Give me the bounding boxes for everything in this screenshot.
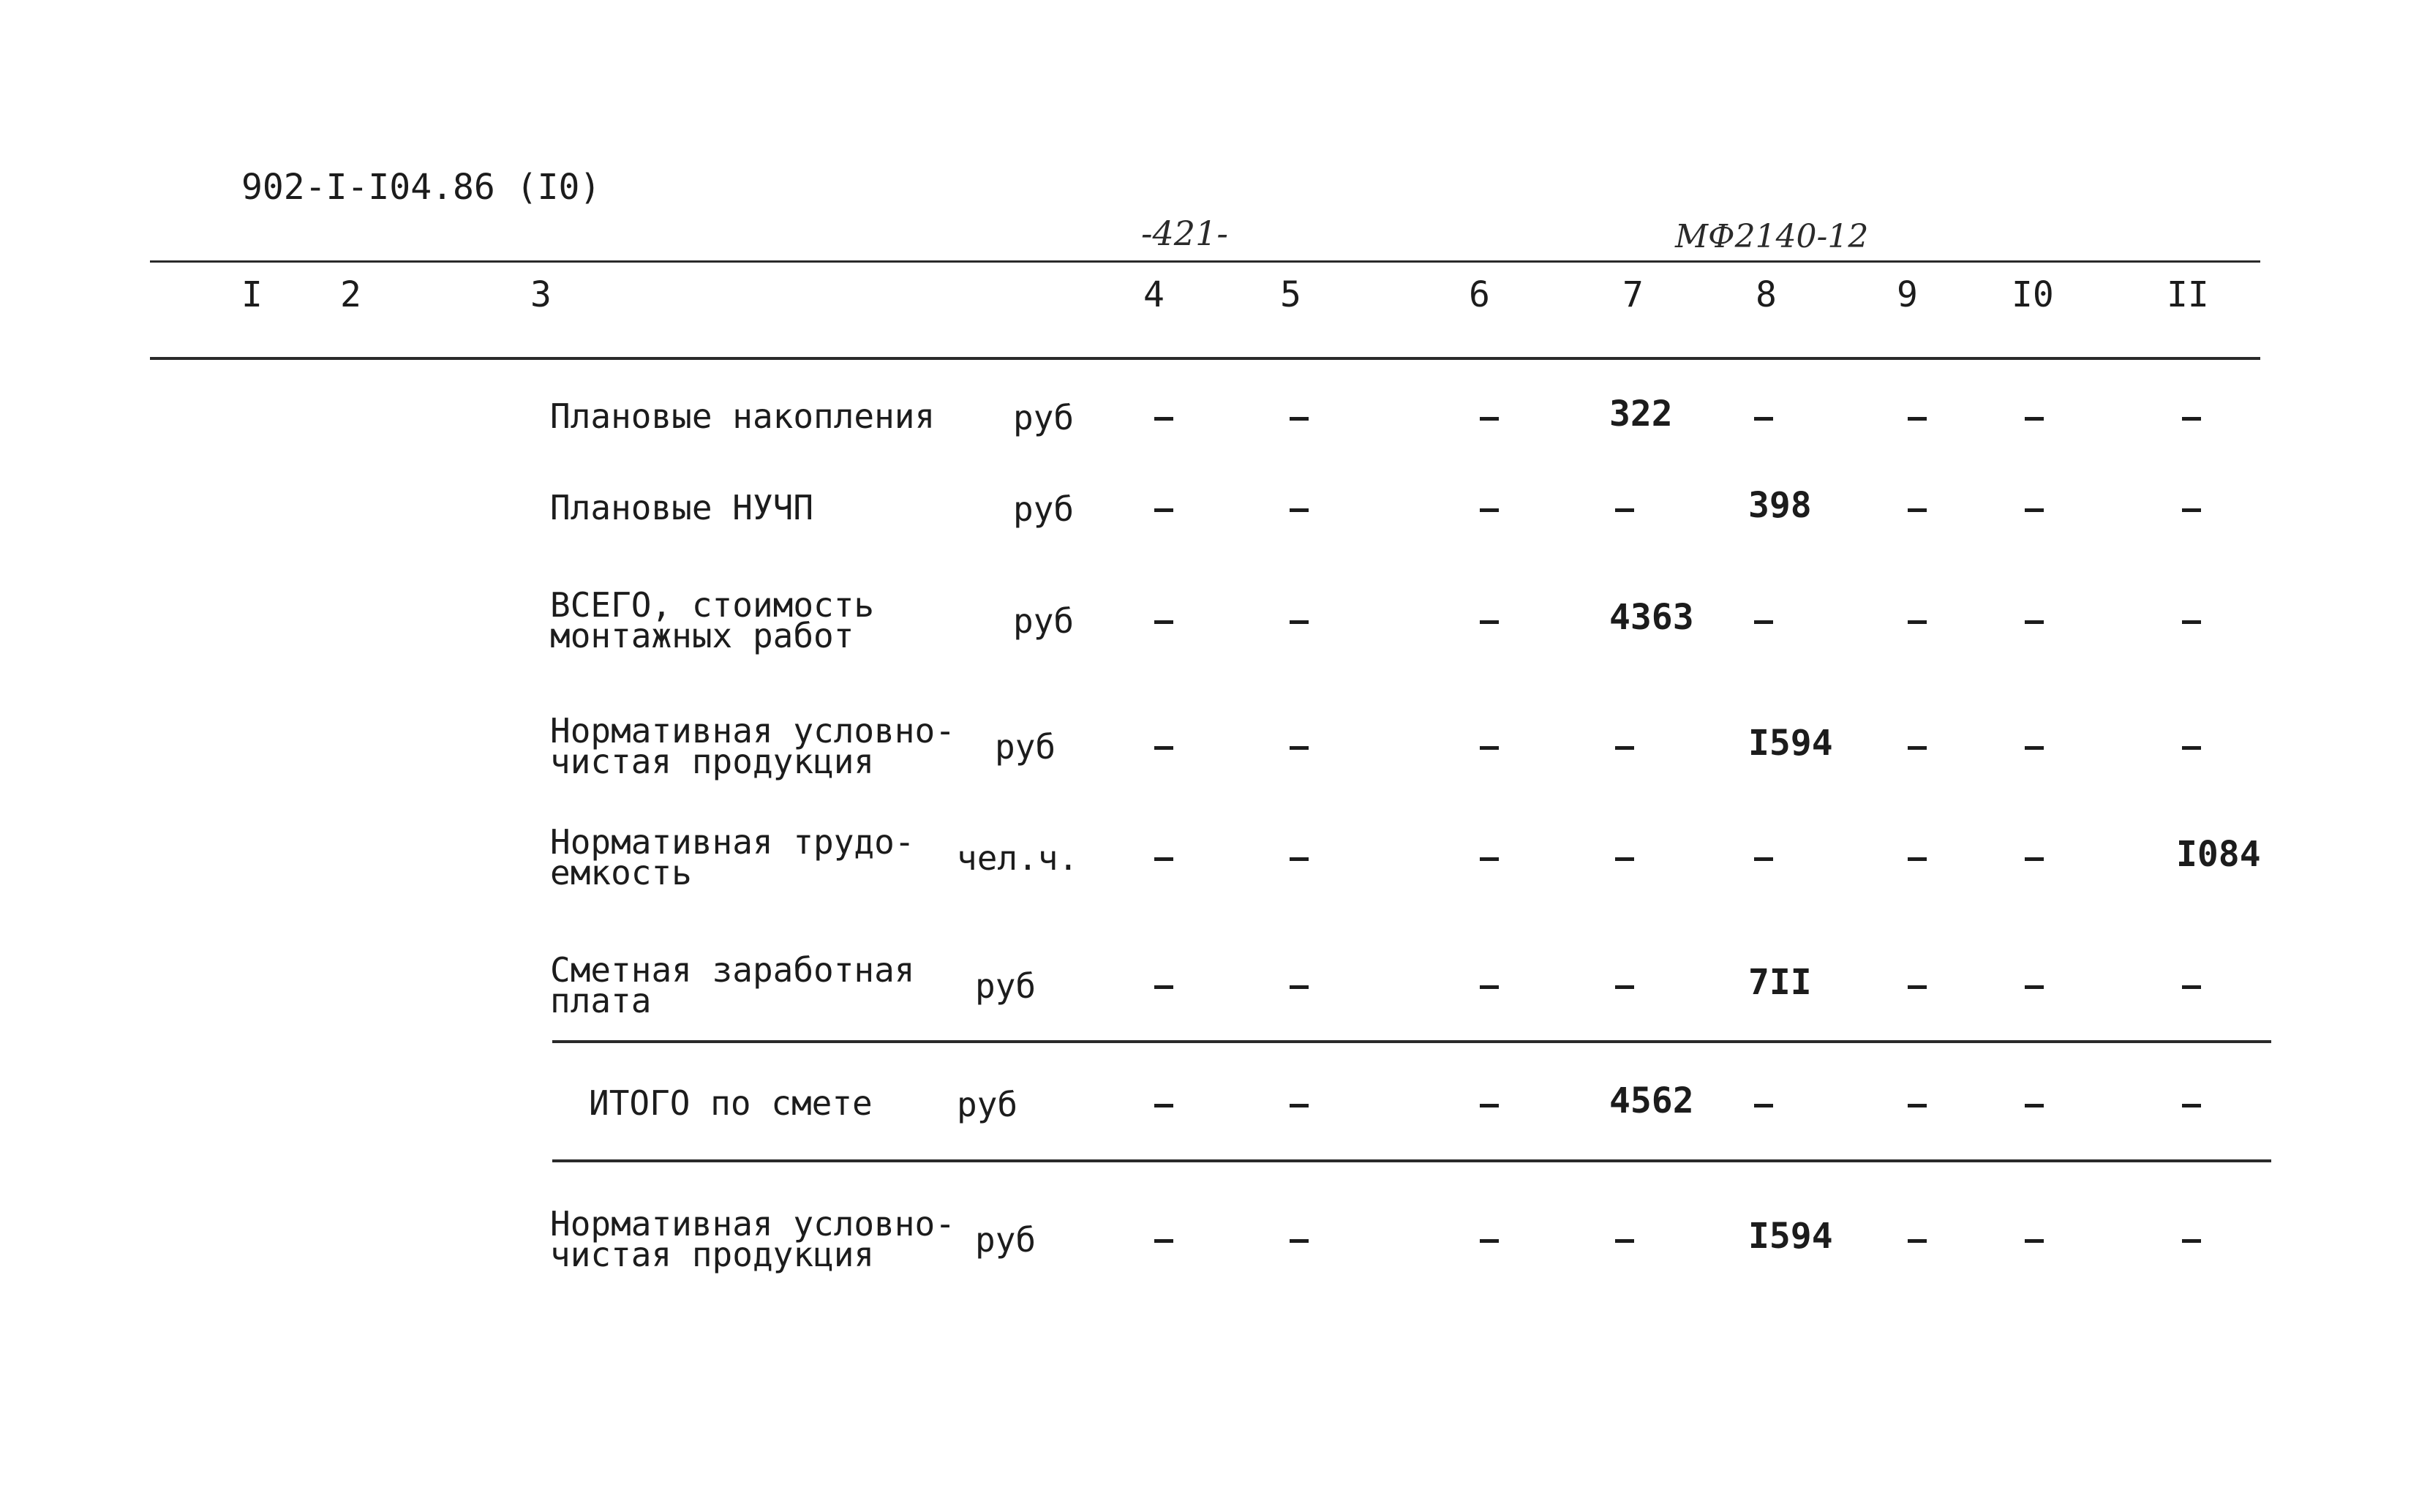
empty-cell-dash bbox=[1754, 1104, 1773, 1107]
empty-cell-dash bbox=[1908, 746, 1927, 750]
empty-cell-dash bbox=[1290, 857, 1309, 861]
cell-value: 398 bbox=[1748, 485, 1812, 526]
empty-cell-dash bbox=[1615, 746, 1634, 750]
column-header-8: 8 bbox=[1756, 274, 1777, 315]
empty-cell-dash bbox=[1615, 857, 1634, 861]
empty-cell-dash bbox=[1754, 857, 1773, 861]
empty-cell-dash bbox=[1908, 620, 1927, 624]
empty-cell-dash bbox=[1290, 417, 1309, 421]
document-code: 902-I-I04.86 (I0) bbox=[241, 167, 601, 208]
row-label: ИТОГО по смете bbox=[589, 1083, 873, 1123]
row-unit: руб bbox=[975, 966, 1037, 1006]
empty-cell-dash bbox=[1908, 857, 1927, 861]
header-bottom-rule bbox=[150, 357, 2260, 360]
column-header-1: I bbox=[241, 274, 263, 315]
empty-cell-dash bbox=[1290, 508, 1309, 512]
empty-cell-dash bbox=[2182, 985, 2201, 989]
empty-cell-dash bbox=[2025, 620, 2044, 624]
empty-cell-dash bbox=[2182, 508, 2201, 512]
row-unit: чел.ч. bbox=[957, 838, 1079, 878]
empty-cell-dash bbox=[1615, 508, 1634, 512]
empty-cell-dash bbox=[1154, 746, 1173, 750]
row-label: Плановые накопления bbox=[550, 396, 936, 436]
row-label: Нормативная трудо- bbox=[550, 822, 915, 862]
empty-cell-dash bbox=[1154, 620, 1173, 624]
empty-cell-dash bbox=[1480, 508, 1499, 512]
empty-cell-dash bbox=[1480, 1104, 1499, 1107]
empty-cell-dash bbox=[1754, 417, 1773, 421]
empty-cell-dash bbox=[1154, 1239, 1173, 1243]
cell-value: 322 bbox=[1609, 394, 1673, 435]
cell-value: I594 bbox=[1748, 723, 1833, 764]
empty-cell-dash bbox=[2182, 1104, 2201, 1107]
row-label: монтажных работ bbox=[550, 616, 854, 655]
row-unit: руб bbox=[975, 1220, 1037, 1260]
empty-cell-dash bbox=[1154, 985, 1173, 989]
cell-value: 7II bbox=[1748, 962, 1812, 1003]
cell-value: I084 bbox=[2176, 834, 2261, 875]
row-label: чистая продукция bbox=[550, 1235, 875, 1274]
empty-cell-dash bbox=[1480, 1239, 1499, 1243]
empty-cell-dash bbox=[2025, 1239, 2044, 1243]
column-header-6: 6 bbox=[1469, 274, 1490, 315]
column-header-10: I0 bbox=[2012, 274, 2054, 315]
empty-cell-dash bbox=[2025, 508, 2044, 512]
row-label: Сметная заработная bbox=[550, 950, 915, 990]
row-label: Нормативная условно- bbox=[550, 711, 955, 751]
empty-cell-dash bbox=[1154, 508, 1173, 512]
empty-cell-dash bbox=[1615, 985, 1634, 989]
empty-cell-dash bbox=[1290, 620, 1309, 624]
drawing-code: МФ2140-12 bbox=[1675, 218, 1869, 255]
empty-cell-dash bbox=[1480, 620, 1499, 624]
empty-cell-dash bbox=[1154, 417, 1173, 421]
empty-cell-dash bbox=[2025, 857, 2044, 861]
empty-cell-dash bbox=[1480, 985, 1499, 989]
empty-cell-dash bbox=[2025, 746, 2044, 750]
empty-cell-dash bbox=[1154, 857, 1173, 861]
empty-cell-dash bbox=[2182, 620, 2201, 624]
row-unit: руб bbox=[1013, 489, 1075, 529]
cell-value: I594 bbox=[1748, 1216, 1833, 1257]
row-label: ВСЕГО, стоимость bbox=[550, 585, 875, 625]
column-header-3: 3 bbox=[530, 274, 552, 315]
row-unit: руб bbox=[995, 727, 1056, 767]
empty-cell-dash bbox=[1154, 1104, 1173, 1107]
cell-value: 4363 bbox=[1609, 597, 1694, 638]
column-header-5: 5 bbox=[1280, 274, 1301, 315]
empty-cell-dash bbox=[2025, 1104, 2044, 1107]
total-bottom-rule bbox=[552, 1159, 2271, 1162]
top-rule bbox=[150, 260, 2260, 263]
empty-cell-dash bbox=[1615, 1239, 1634, 1243]
empty-cell-dash bbox=[1908, 417, 1927, 421]
empty-cell-dash bbox=[1908, 1104, 1927, 1107]
row-unit: руб bbox=[1013, 398, 1075, 437]
empty-cell-dash bbox=[1908, 508, 1927, 512]
empty-cell-dash bbox=[1290, 746, 1309, 750]
empty-cell-dash bbox=[2025, 985, 2044, 989]
column-header-7: 7 bbox=[1622, 274, 1644, 315]
column-header-2: 2 bbox=[340, 274, 361, 315]
empty-cell-dash bbox=[1908, 1239, 1927, 1243]
empty-cell-dash bbox=[2182, 417, 2201, 421]
column-header-9: 9 bbox=[1897, 274, 1918, 315]
empty-cell-dash bbox=[2182, 1239, 2201, 1243]
row-label: чистая продукция bbox=[550, 742, 875, 781]
empty-cell-dash bbox=[1754, 620, 1773, 624]
empty-cell-dash bbox=[2025, 417, 2044, 421]
row-unit: руб bbox=[957, 1085, 1018, 1124]
row-label: емкость bbox=[550, 853, 692, 892]
empty-cell-dash bbox=[1480, 746, 1499, 750]
empty-cell-dash bbox=[1290, 985, 1309, 989]
row-label: Нормативная условно- bbox=[550, 1204, 955, 1244]
empty-cell-dash bbox=[2182, 746, 2201, 750]
empty-cell-dash bbox=[1480, 417, 1499, 421]
row-label: плата bbox=[550, 981, 652, 1020]
column-header-4: 4 bbox=[1143, 274, 1165, 315]
empty-cell-dash bbox=[1908, 985, 1927, 989]
empty-cell-dash bbox=[1480, 857, 1499, 861]
cell-value: 4562 bbox=[1609, 1080, 1694, 1121]
page-number: -421- bbox=[1141, 214, 1228, 253]
row-unit: руб bbox=[1013, 601, 1075, 641]
total-top-rule bbox=[552, 1040, 2271, 1043]
column-header-11: II bbox=[2167, 274, 2209, 315]
empty-cell-dash bbox=[1290, 1239, 1309, 1243]
row-label: Плановые НУЧП bbox=[550, 488, 814, 527]
empty-cell-dash bbox=[1290, 1104, 1309, 1107]
